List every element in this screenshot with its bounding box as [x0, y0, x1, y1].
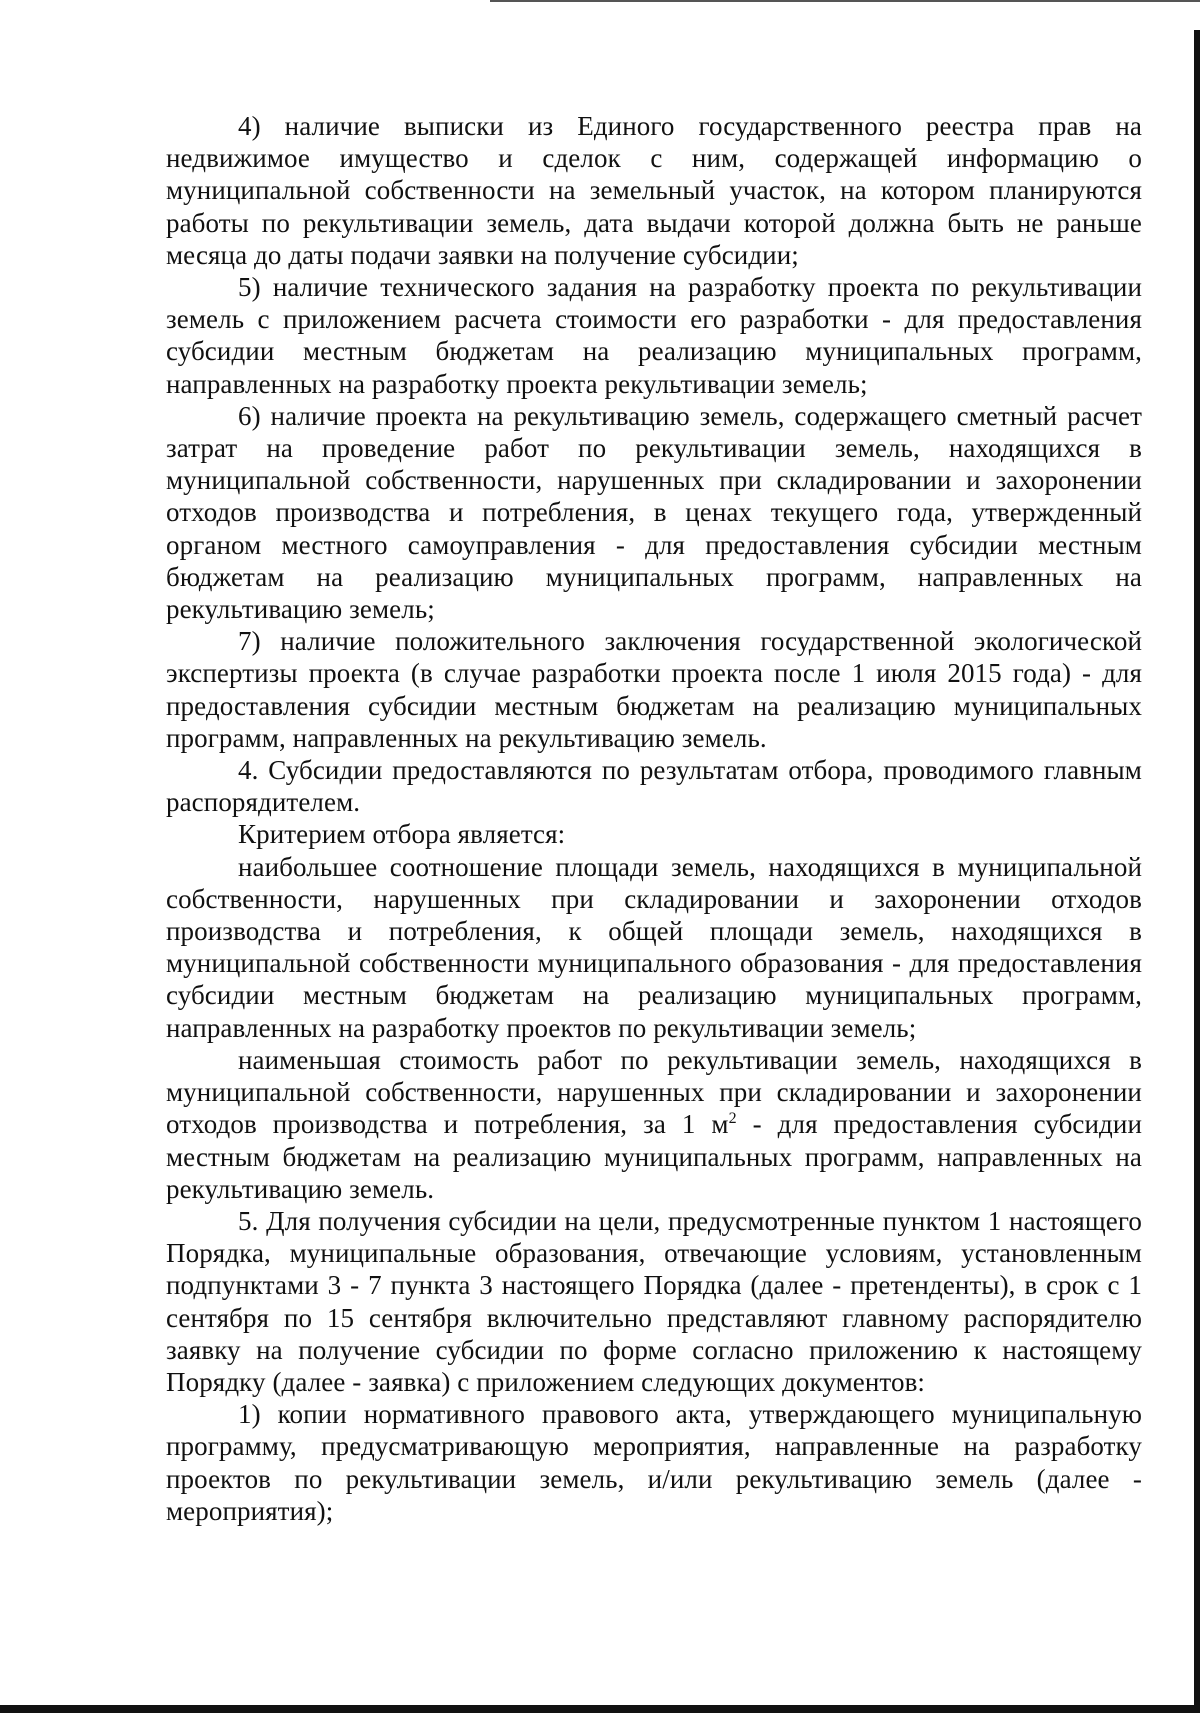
document-body — [166, 110, 1142, 1527]
paragraph-subitem-5: 5) наличие технического задания на разработку проекта по рекультивации земель с приложением расчета стоимости его разработки - для предоставления субсидии местным бюджетам на реализацию муниципальных программ, направленных на разработку проекта рекультивации земель; — [166, 272, 1142, 399]
square-meter-superscript: 2 — [728, 1110, 737, 1128]
scan-bottom-edge — [0, 1705, 1200, 1713]
criterion-2-text-after: - для предоставления субсидии местным бюджетам на реализацию муниципальных программ, направленных на рекультивацию земель. — [166, 1109, 1142, 1204]
scan-right-edge — [1194, 30, 1200, 1713]
paragraph-section-5: 5. Для получения субсидии на цели, предусмотренные пунктом 1 настоящего Порядка, муниципальные образования, отвечающие условиям, установленным подпунктами 3 - 7 пункта 3 настоящего Порядка (далее - претенденты), в срок с 1 сентября по 15 сентября включительно представляют главному распорядителю заявку на получение субсидии по форме согласно приложению к настоящему Порядку (далее - заявка) с приложением следующих документов: — [166, 1205, 1142, 1397]
paragraph-criterion-1: наибольшее соотношение площади земель, находящихся в муниципальной собственности, нарушенных при складировании и захоронении отходов производства и потребления, к общей площади земель, находящихся в муниципальной собственности муниципального образования - для предоставления субсидии местным бюджетам на реализацию муниципальных программ, направленных на разработку проектов по рекультивации земель; — [166, 851, 1142, 1043]
paragraph-criterion-heading: Критерием отбора является: — [238, 819, 566, 850]
paragraph-subitem-7: 7) наличие положительного заключения государственной экологической экспертизы проекта (в случае разработки проекта после 1 июля 2015 года) - для предоставления субсидии местным бюджетам на реализацию муниципальных программ, направленных на рекультивацию земель. — [166, 626, 1142, 753]
criterion-2-text-before: наименьшая стоимость работ по рекультивации земель, находящихся в муниципальной собственности, нарушенных при складировании и захоронении отходов производства и потребления, за 1 м — [166, 1044, 1142, 1140]
paragraph-subitem-6: 6) наличие проекта на рекультивацию земель, содержащего сметный расчет затрат на проведение работ по рекультивации земель, находящихся в муниципальной собственности, нарушенных при складировании и захоронении отходов производства и потребления, в ценах текущего года, утвержденный органом местного самоуправления - для предоставления субсидии местным бюджетам на реализацию муниципальных программ, направленных на рекультивацию земель; — [166, 400, 1142, 625]
paragraph-subitem-4: 4) наличие выписки из Единого государственного реестра прав на недвижимое имущество и сделок с ним, содержащей информацию о муниципальной собственности на земельный участок, на котором планируются работы по рекультивации земель, дата выдачи которой должна быть не раньше месяца до даты подачи заявки на получение субсидии; — [166, 111, 1142, 270]
paragraph-section-4: 4. Субсидии предоставляются по результатам отбора, проводимого главным распорядителем. — [166, 755, 1142, 818]
scan-top-edge — [490, 0, 1200, 2]
paragraph-section-5-item-1: 1) копии нормативного правового акта, утверждающего муниципальную программу, предусматривающую мероприятия, направленные на разработку проектов по рекультивации земель, и/или рекультивацию земель (далее - мероприятия); — [166, 1399, 1142, 1526]
paragraph-criterion-2 — [166, 1044, 1142, 1205]
